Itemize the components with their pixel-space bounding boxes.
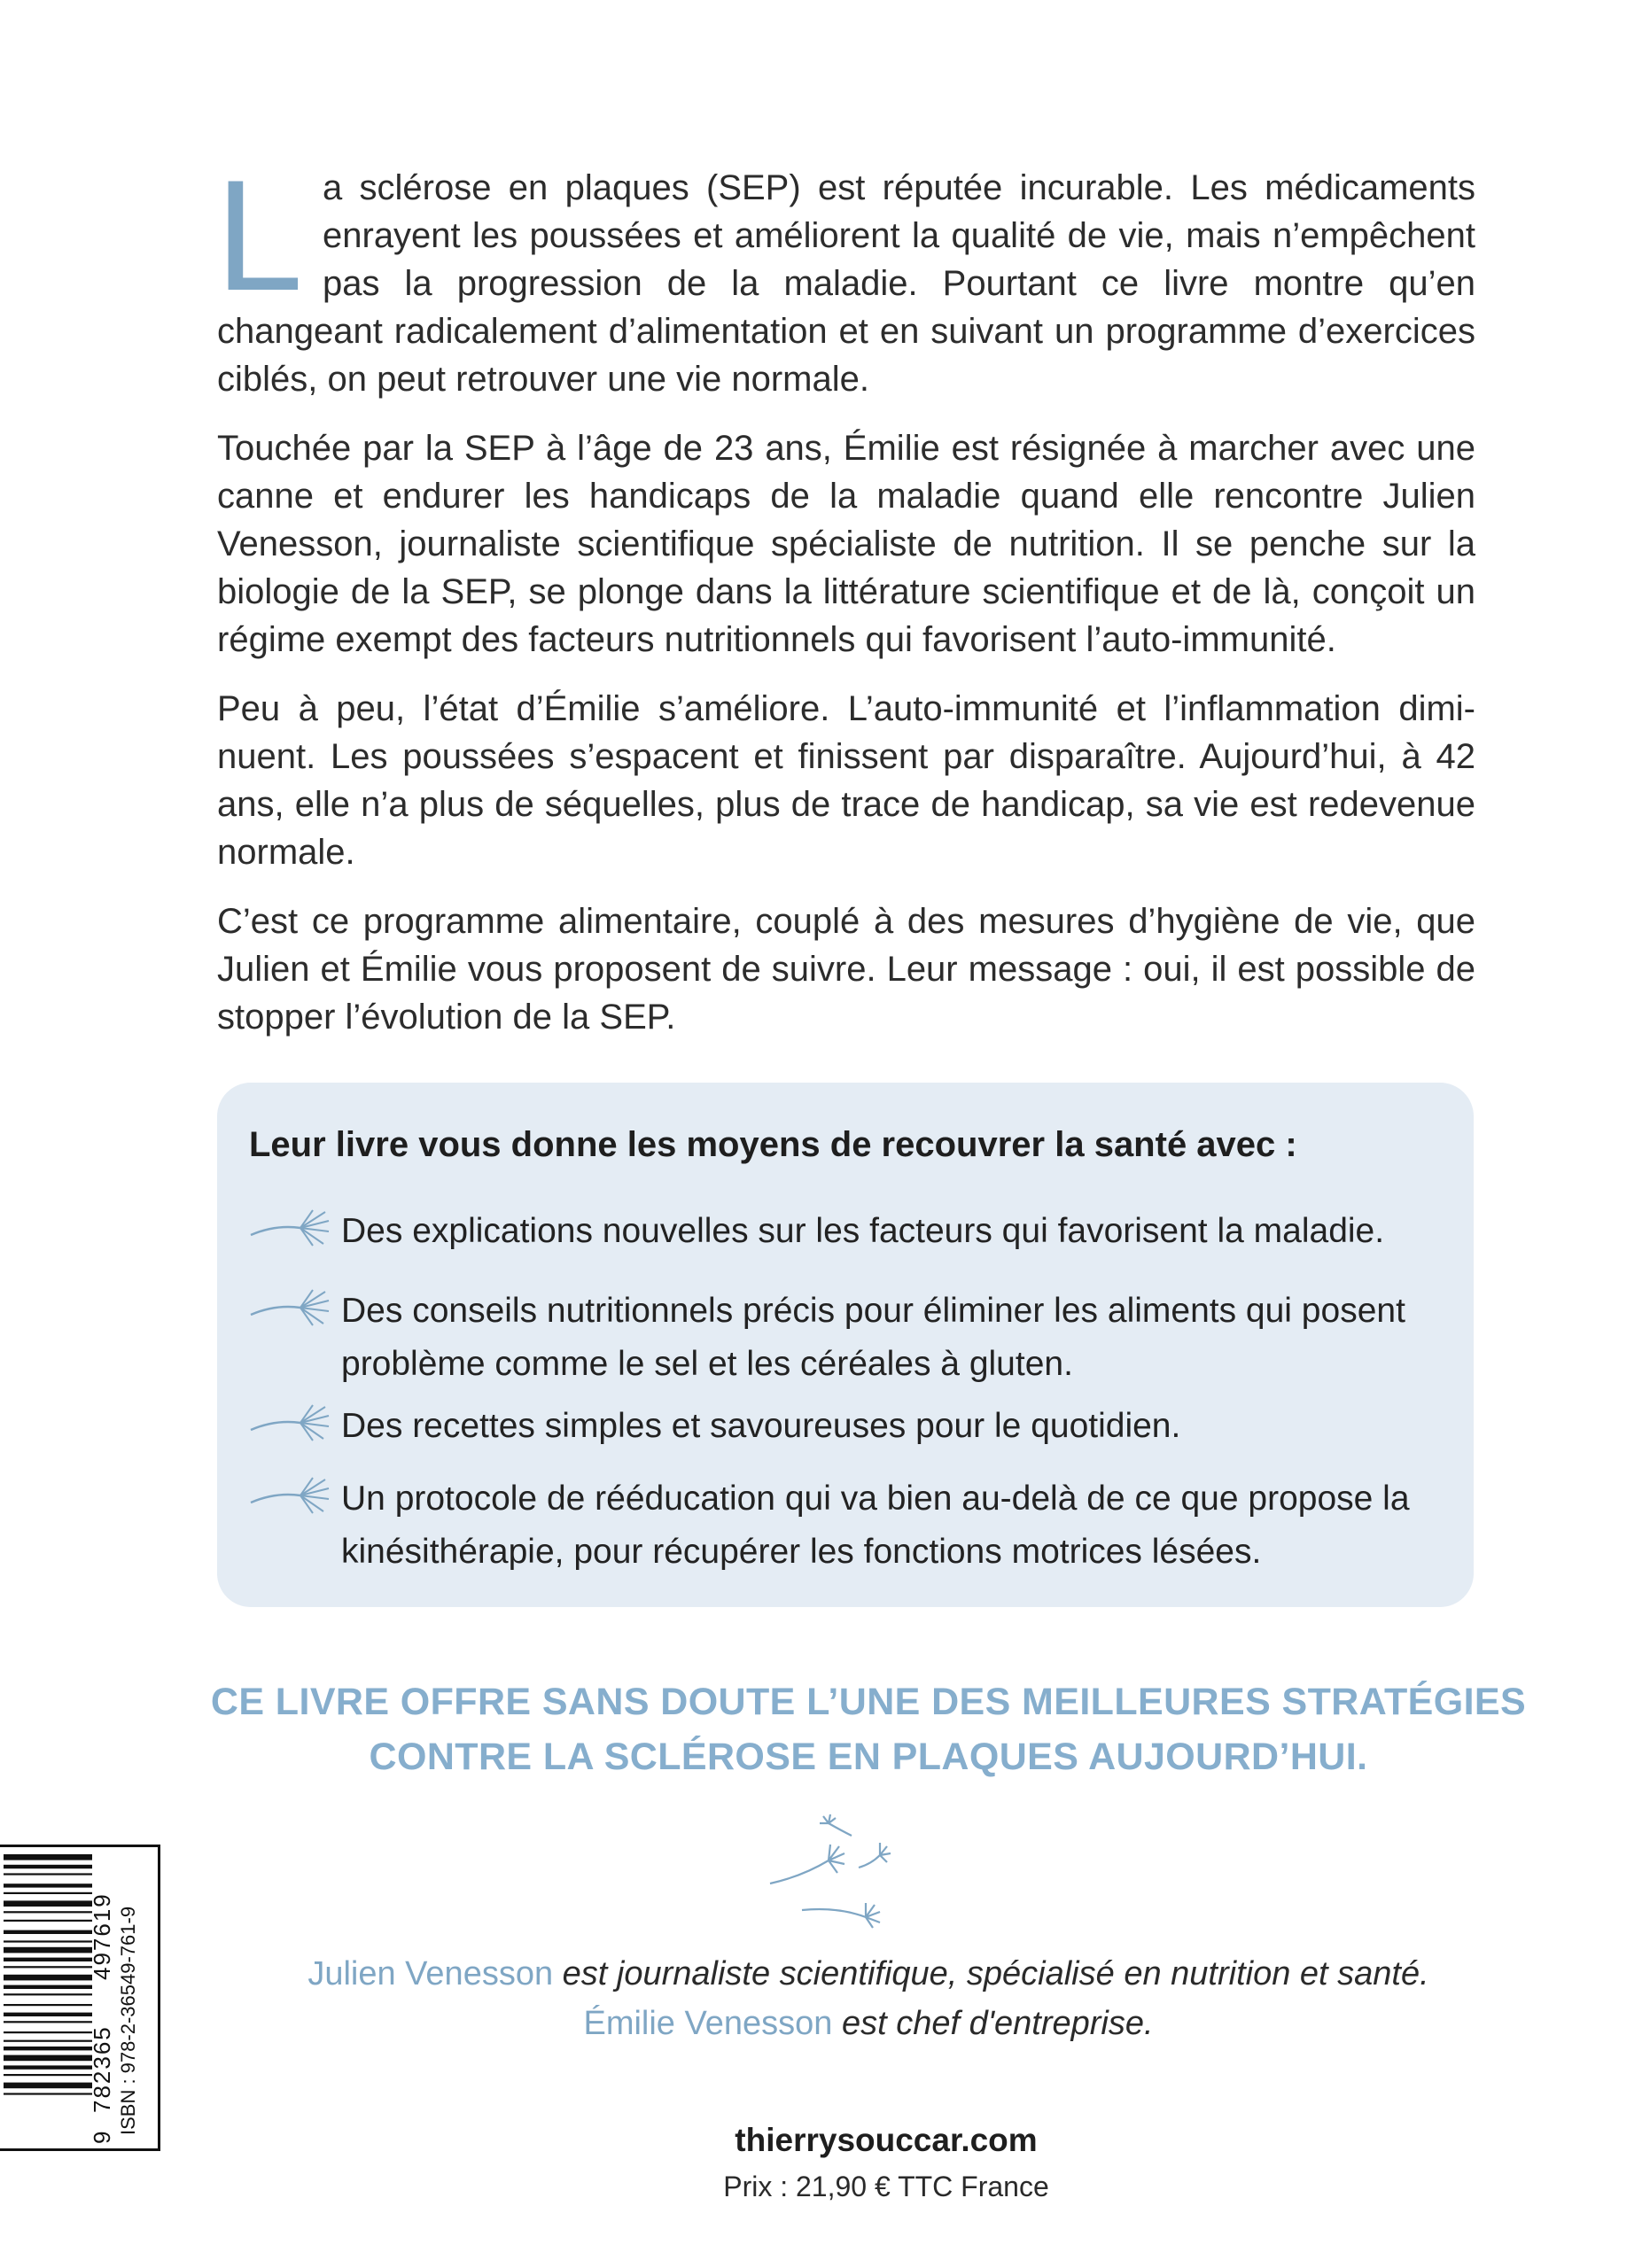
barcode-bar <box>4 1892 92 1894</box>
benefit-item <box>249 1205 1445 1258</box>
author-bios <box>177 1949 1560 2048</box>
barcode-bar <box>4 2040 92 2042</box>
author-description: est chef d'entreprise. <box>841 2005 1154 2042</box>
barcode-digits-right: 497619 <box>89 1892 115 1980</box>
barcode-bar <box>4 2047 92 2050</box>
back-cover-text <box>215 147 1475 1062</box>
author-bio-2 <box>177 1999 1560 2048</box>
benefits-title: Leur livre vous donne les moyens de recouvrer la santé avec : <box>249 1125 1297 1164</box>
barcode-bar <box>4 1966 92 1968</box>
barcode-bar <box>4 2055 92 2062</box>
barcode-bar <box>4 2093 92 2094</box>
intro-paragraph-3: Peu à peu, l’état d’Émilie s’améliore. L’auto-immunité et l’inflammation diminuent. Les poussées s’espacent et finissent par disparaître. Aujourd’hui, à 42 ans, elle n’a plus de séquelles, plus de trace de handicap, sa vie est redevenue normale. <box>217 689 1475 872</box>
price-label: Prix : 21,90 € TTC France <box>723 2171 1049 2202</box>
intro-paragraph-4: C’est ce programme alimentaire, couplé à des mesures d’hygiène de vie, que Julien et Émilie vous proposent de suivre. Leur message : oui, il est possible de stopper l’évolution de la SEP. <box>217 902 1475 1037</box>
isbn-barcode <box>0 1845 160 2151</box>
benefits-box <box>217 1083 1474 1607</box>
barcode-bar <box>4 1873 92 1875</box>
dandelion-seed-icon <box>249 1403 331 1442</box>
dandelion-seed-icon <box>249 1208 331 1247</box>
dandelion-seed-icon <box>249 1288 331 1327</box>
isbn-text: ISBN : 978-2-36549-761-9 <box>117 1906 139 2135</box>
barcode-bar <box>4 2083 92 2089</box>
barcode-bar <box>4 2013 92 2016</box>
barcode-digits-left: 782365 <box>89 2025 115 2113</box>
barcode-bar <box>4 2031 92 2033</box>
barcode-bar <box>4 2074 92 2076</box>
benefit-text: Des explications nouvelles sur les facteurs qui favorisent la maladie. <box>341 1212 1385 1250</box>
barcode-bar <box>4 1975 92 1981</box>
author-name: Émilie Venesson <box>583 2005 833 2042</box>
intro-paragraph-1-text: a sclérose en plaques (SEP) est réputée incurable. Les médicaments enrayent les poussées et améliorent la qualité de vie, mais n’empêchent pas la progression de la maladie. Pourtant ce livre montre qu’en changeant radicalement d’alimentation et en suivant un programme d’exercices ciblés, on peut retrouver une vie normale. <box>217 168 1475 399</box>
barcode-bar <box>4 2004 92 2006</box>
barcode-bar <box>4 2021 92 2023</box>
barcode-digit-lead: 9 <box>89 2131 115 2144</box>
barcode-bar <box>4 1900 92 1907</box>
dandelion-seed-icon <box>249 1476 331 1515</box>
benefit-item <box>249 1400 1445 1453</box>
dandelion-seeds-icon <box>767 1814 908 1930</box>
benefit-item <box>249 1472 1445 1579</box>
drop-cap: L <box>215 147 303 323</box>
barcode-bar <box>4 1911 92 1913</box>
barcode-bar <box>4 1958 92 1961</box>
tagline-line-2: CONTRE LA SCLÉROSE EN PLAQUES AUJOURD’HUI. <box>369 1736 1368 1778</box>
barcode-graphic <box>0 1847 158 2148</box>
barcode-bar <box>4 1920 92 1922</box>
author-bio-1 <box>177 1949 1560 1999</box>
intro-paragraph-1 <box>215 147 1475 403</box>
intro-paragraph-2: Touchée par la SEP à l’âge de 23 ans, Émilie est résignée à marcher avec une canne et endurer les handicaps de la maladie quand elle rencontre Julien Venesson, journaliste scientifique spécialiste de nutrition. Il se penche sur la biologie de la SEP, se plonge dans la littérature scientifique et de là, conçoit un régime exempt des facteurs nutritionnels qui favorisent l’auto-immunité. <box>217 429 1475 659</box>
barcode-bar <box>4 1940 92 1942</box>
author-name: Julien Venesson <box>307 1955 554 1992</box>
benefit-item <box>249 1285 1445 1391</box>
tagline <box>177 1674 1560 1784</box>
benefit-text: Un protocole de rééducation qui va bien au-delà de ce que propose la kinésithérapie, pour récupérer les fonctions motrices lésées. <box>341 1480 1410 1571</box>
barcode-bar <box>4 1985 92 1989</box>
barcode-bar <box>4 1993 92 1995</box>
benefit-text: Des conseils nutritionnels précis pour éliminer les aliments qui posent problème comme le sel et les céréales à gluten. <box>341 1292 1405 1383</box>
barcode-bar <box>4 2065 92 2069</box>
barcode-bar <box>4 1947 92 1953</box>
publisher-website: thierrysouccar.com <box>735 2122 1038 2158</box>
barcode-bar <box>4 1865 92 1868</box>
author-description: est journaliste scientifique, spécialisé en nutrition et santé. <box>562 1955 1429 1992</box>
benefit-text: Des recettes simples et savoureuses pour le quotidien. <box>341 1407 1181 1445</box>
tagline-line-1: CE LIVRE OFFRE SANS DOUTE L’UNE DES MEILLEURES STRATÉGIES <box>210 1681 1527 1723</box>
barcode-bar <box>4 1854 92 1860</box>
barcode-bar <box>4 1930 92 1934</box>
barcode-bar <box>4 1884 92 1887</box>
